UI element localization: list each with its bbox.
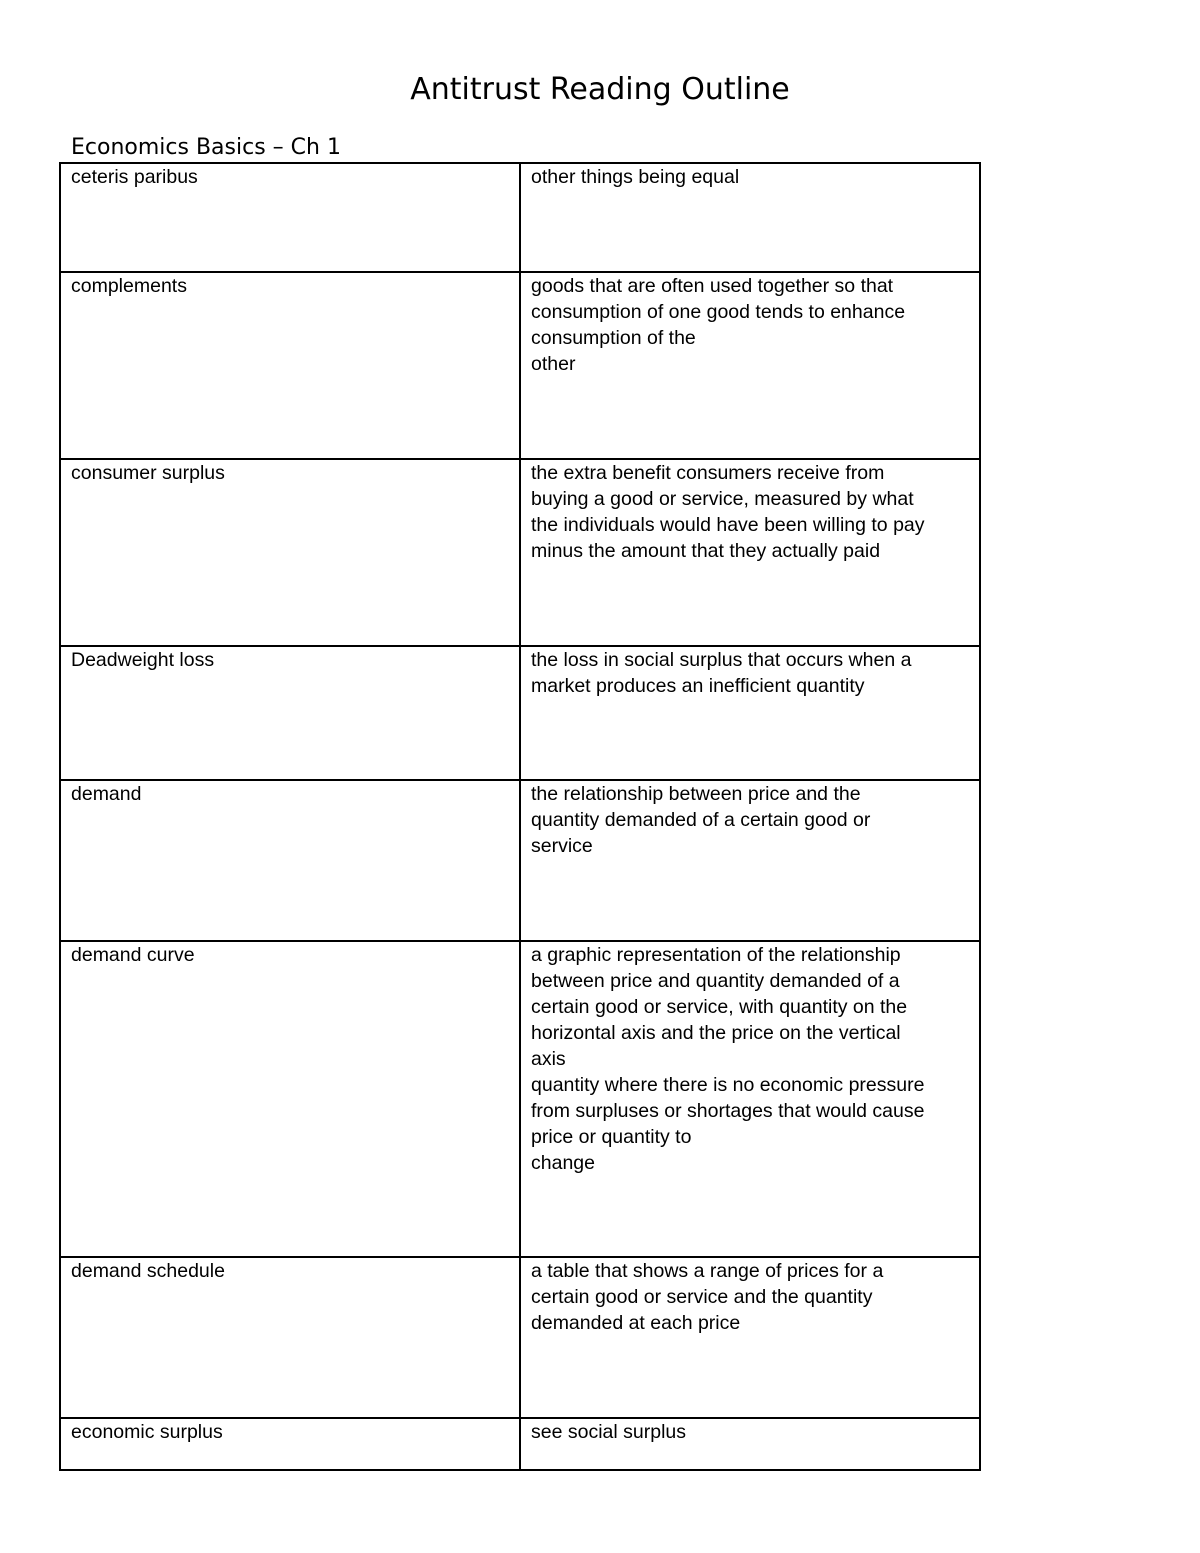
definition-cell: goods that are often used together so that consumption of one good tends to enhance consumption of the other bbox=[520, 272, 980, 459]
definition-cell: the extra benefit consumers receive from buying a good or service, measured by what the individuals would have been willing to pay minus the amount that they actually paid bbox=[520, 459, 980, 646]
table-row bbox=[60, 646, 980, 780]
table-row bbox=[60, 459, 980, 646]
definition-cell: the loss in social surplus that occurs when a market produces an inefficient quantity bbox=[520, 646, 980, 780]
definition-cell: see social surplus bbox=[520, 1418, 980, 1470]
glossary-table bbox=[59, 162, 981, 1471]
term-cell: Deadweight loss bbox=[60, 646, 520, 780]
term-cell: economic surplus bbox=[60, 1418, 520, 1470]
definition-cell: other things being equal bbox=[520, 163, 980, 272]
term-cell: complements bbox=[60, 272, 520, 459]
table-row bbox=[60, 163, 980, 272]
table-row bbox=[60, 272, 980, 459]
table-row bbox=[60, 1257, 980, 1418]
term-cell: demand bbox=[60, 780, 520, 941]
term-cell: ceteris paribus bbox=[60, 163, 520, 272]
table-row bbox=[60, 941, 980, 1257]
definition-cell: a graphic representation of the relationship between price and quantity demanded of a certain good or service, with quantity on the horizontal axis and the price on the vertical axis quantity where there is no economic pressure from surpluses or shortages that would cause price or quantity to change bbox=[520, 941, 980, 1257]
definition-cell: a table that shows a range of prices for a certain good or service and the quantity demanded at each price bbox=[520, 1257, 980, 1418]
term-cell: demand schedule bbox=[60, 1257, 520, 1418]
table-row bbox=[60, 780, 980, 941]
section-heading: Economics Basics – Ch 1 bbox=[71, 135, 341, 160]
term-cell: consumer surplus bbox=[60, 459, 520, 646]
definition-cell: the relationship between price and the quantity demanded of a certain good or service bbox=[520, 780, 980, 941]
table-row bbox=[60, 1418, 980, 1470]
term-cell: demand curve bbox=[60, 941, 520, 1257]
document-title: Antitrust Reading Outline bbox=[410, 72, 790, 107]
